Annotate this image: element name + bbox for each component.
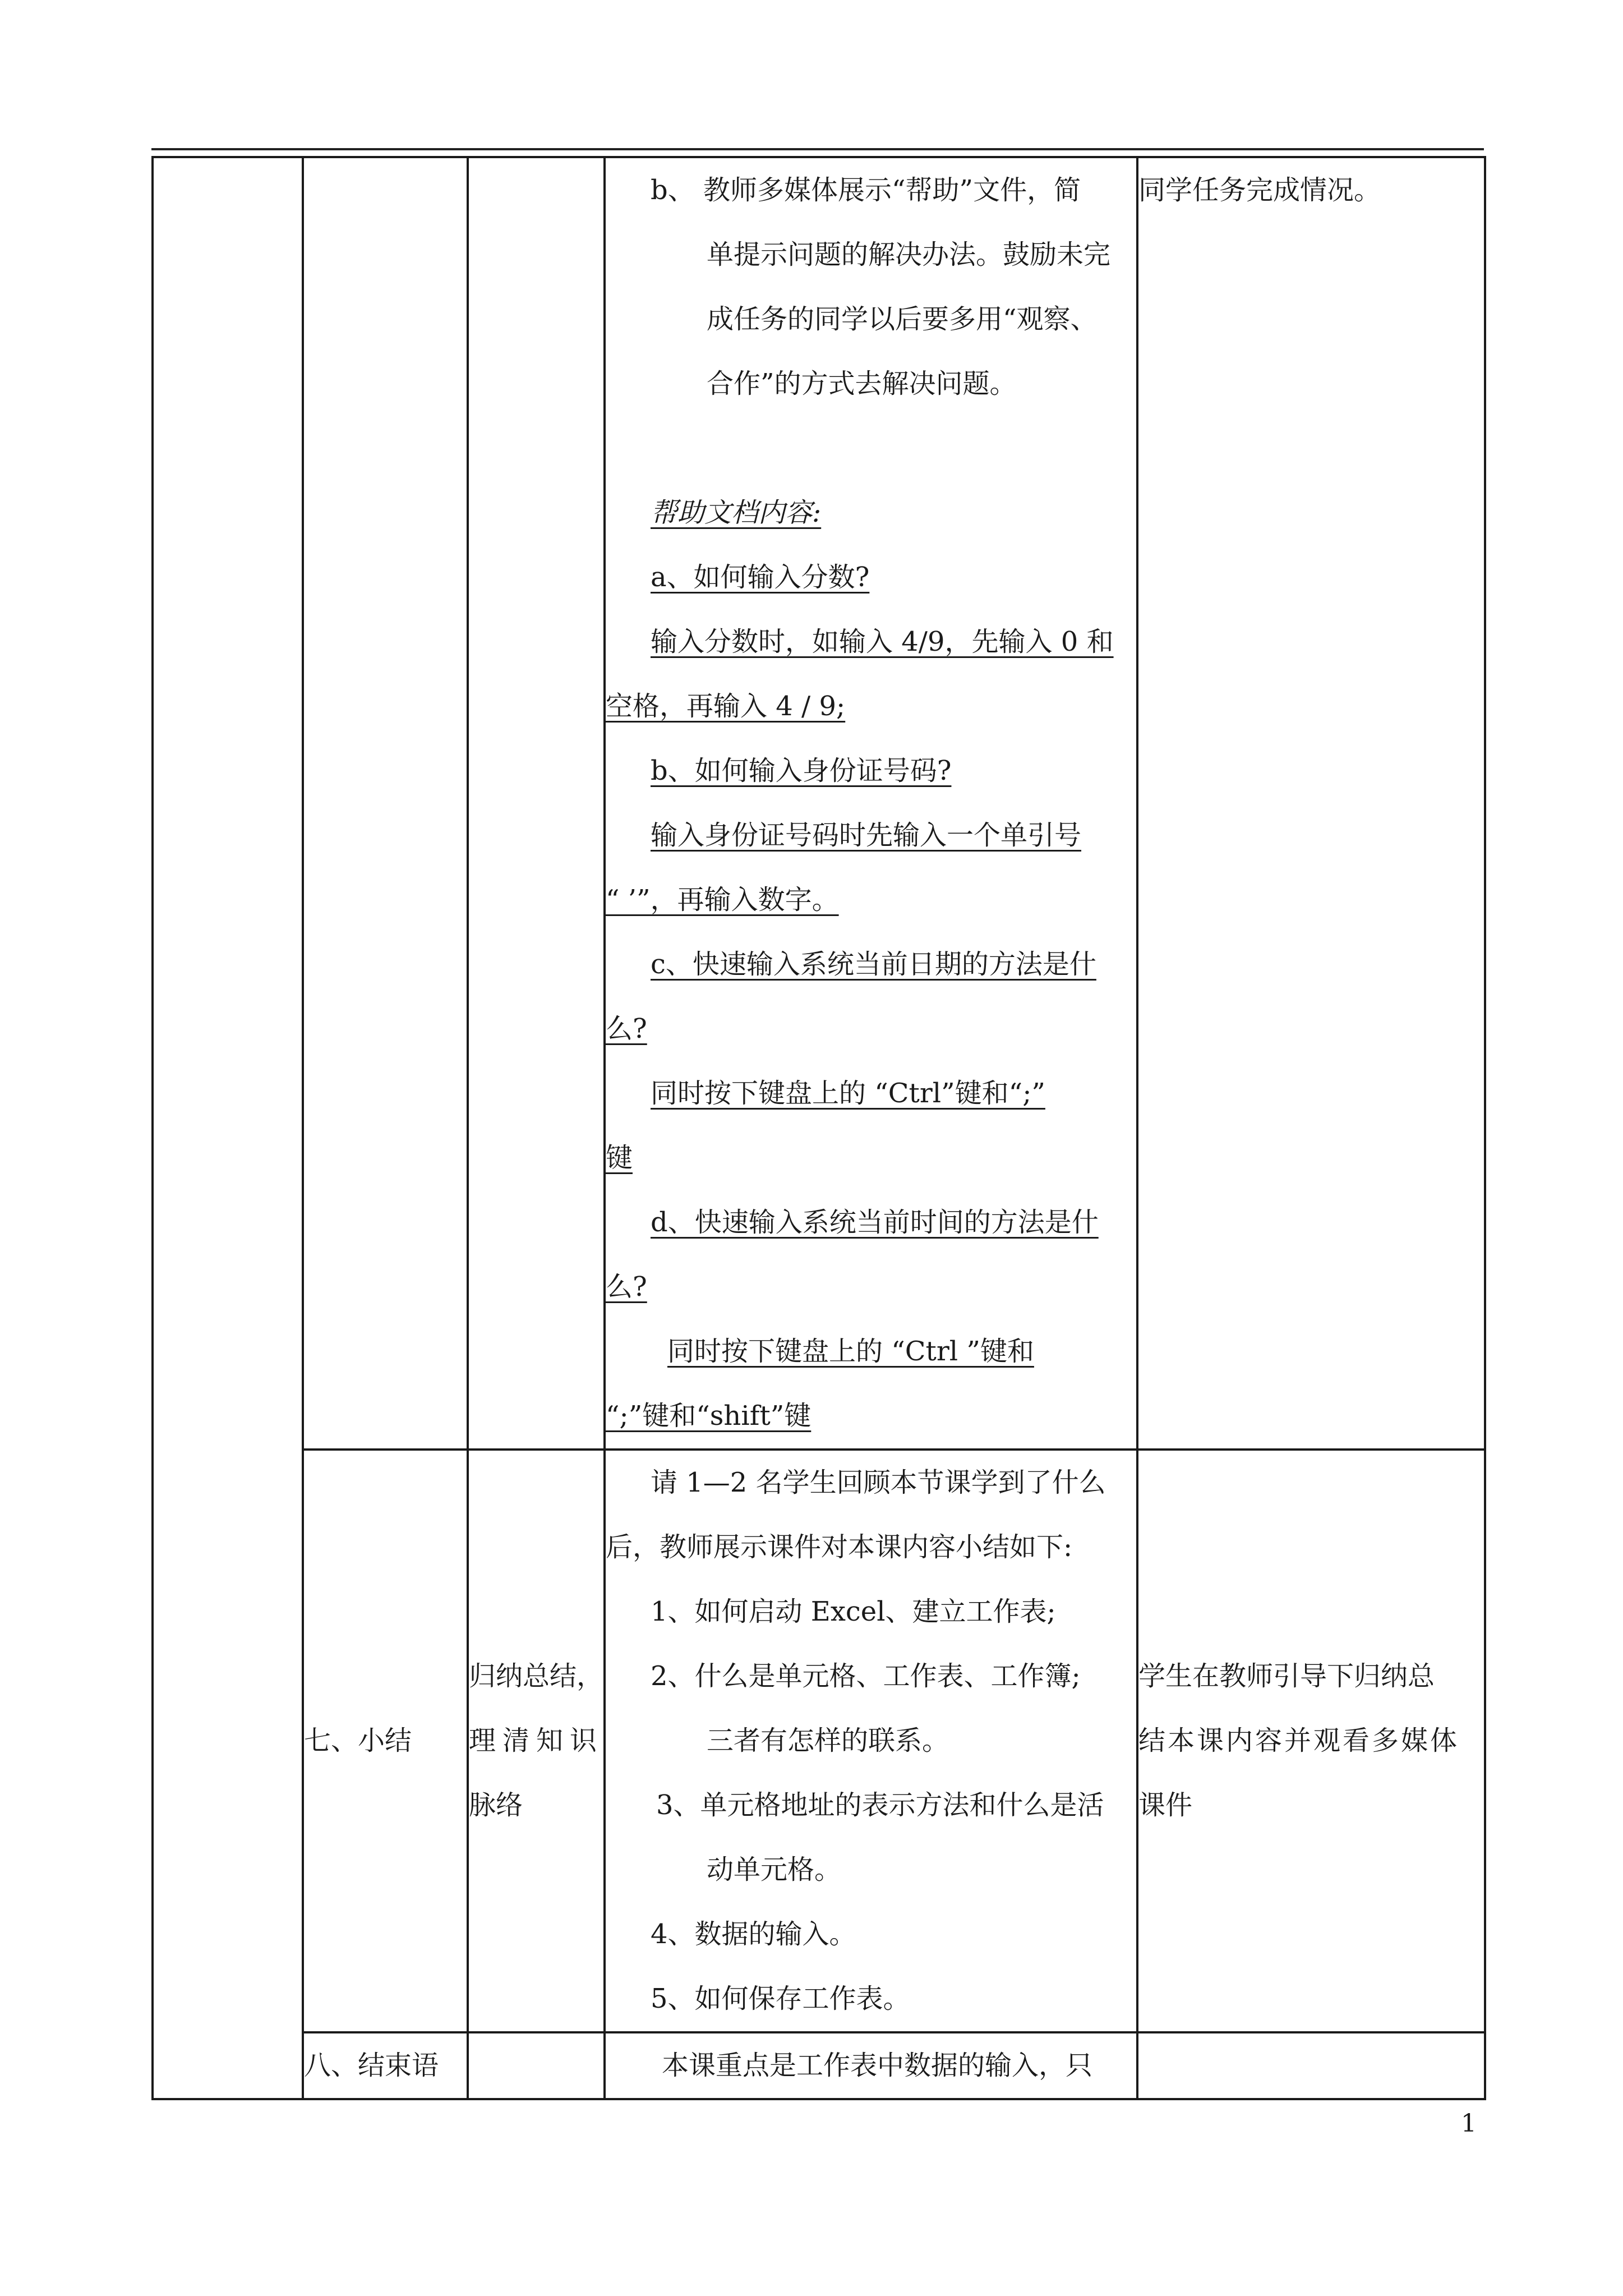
student-activity: 同学任务完成情况。 bbox=[1138, 174, 1381, 206]
student-cell bbox=[1137, 2032, 1485, 2099]
student-cell bbox=[1137, 157, 1485, 1450]
lesson-plan-table bbox=[151, 156, 1486, 2100]
intent-cell bbox=[468, 157, 605, 1450]
student-cell bbox=[1137, 1450, 1485, 2032]
student-line: 结本课内容并观看多媒体 bbox=[1138, 1725, 1460, 1756]
stage-cell bbox=[303, 157, 468, 1450]
question-b: b、如何输入身份证号码? bbox=[651, 755, 952, 786]
content-line: 后，教师展示课件对本课内容小结如下: bbox=[606, 1531, 1073, 1563]
table-row bbox=[153, 157, 1485, 1450]
page-number: 1 bbox=[1461, 2109, 1477, 2138]
content-line: 请 1—2 名学生回顾本节课学到了什么 bbox=[651, 1467, 1106, 1498]
answer-a-line1: 输入分数时，如输入 4/9，先输入 0 和 bbox=[651, 626, 1114, 657]
content-line: 2、什么是单元格、工作表、工作簿; bbox=[651, 1660, 1081, 1692]
stage-label: 七、小结 bbox=[304, 1725, 412, 1756]
question-c-line1: c、快速输入系统当前日期的方法是什 bbox=[651, 949, 1096, 980]
content-line: 合作”的方式去解决问题。 bbox=[707, 368, 1017, 399]
content-cell bbox=[605, 1450, 1137, 2032]
answer-b-line1: 输入身份证号码时先输入一个单引号 bbox=[651, 820, 1082, 851]
content-line: 成任务的同学以后要多用“观察、 bbox=[707, 303, 1098, 335]
question-a: a、如何输入分数? bbox=[651, 562, 870, 593]
table-row bbox=[153, 2032, 1485, 2099]
intent-cell bbox=[468, 2032, 605, 2099]
content-line: 单提示问题的解决办法。鼓励未完 bbox=[707, 239, 1111, 270]
content-line: 动单元格。 bbox=[707, 1854, 842, 1885]
stage-cell bbox=[303, 2032, 468, 2099]
answer-c-line1: 同时按下键盘上的 “Ctrl”键和“;” bbox=[651, 1078, 1045, 1109]
header-rule bbox=[151, 148, 1484, 150]
intent-line: 归纳总结， bbox=[469, 1660, 604, 1692]
answer-a-line2: 空格，再输入 4 / 9; bbox=[606, 691, 846, 722]
content-line: 1、如何启动 Excel、建立工作表; bbox=[651, 1596, 1056, 1627]
content-line: b、 教师多媒体展示“帮助”文件，简 bbox=[651, 174, 1081, 206]
table-row bbox=[153, 1450, 1485, 2032]
question-d-line2: 么? bbox=[606, 1271, 647, 1303]
first-column-cell bbox=[153, 157, 303, 2099]
stage-label: 八、结束语 bbox=[304, 2050, 439, 2081]
help-doc-title: 帮助文档内容: bbox=[651, 497, 822, 528]
answer-d-line1: 同时按下键盘上的 “Ctrl ”键和 bbox=[667, 1336, 1034, 1367]
answer-d-line2: “;”键和“shift”键 bbox=[606, 1400, 811, 1432]
intent-cell bbox=[468, 1450, 605, 2032]
content-line: 本课重点是工作表中数据的输入，只 bbox=[662, 2050, 1093, 2081]
question-d-line1: d、快速输入系统当前时间的方法是什 bbox=[651, 1207, 1099, 1238]
student-line: 学生在教师引导下归纳总 bbox=[1138, 1660, 1435, 1692]
answer-c-line2: 键 bbox=[606, 1142, 633, 1174]
content-line: 4、数据的输入。 bbox=[651, 1918, 856, 1950]
content-line: 5、如何保存工作表。 bbox=[651, 1983, 910, 2014]
content-cell bbox=[605, 2032, 1137, 2099]
answer-b-line2: “ ’”，再输入数字。 bbox=[606, 884, 839, 915]
content-line: 三者有怎样的联系。 bbox=[707, 1725, 949, 1756]
student-line: 课件 bbox=[1138, 1789, 1193, 1821]
intent-line: 脉络 bbox=[469, 1789, 523, 1821]
content-line: 3、单元格地址的表示方法和什么是活 bbox=[656, 1789, 1104, 1821]
question-c-line2: 么? bbox=[606, 1013, 647, 1045]
stage-cell bbox=[303, 1450, 468, 2032]
content-cell bbox=[605, 157, 1137, 1450]
intent-line: 理清知识 bbox=[469, 1725, 604, 1756]
